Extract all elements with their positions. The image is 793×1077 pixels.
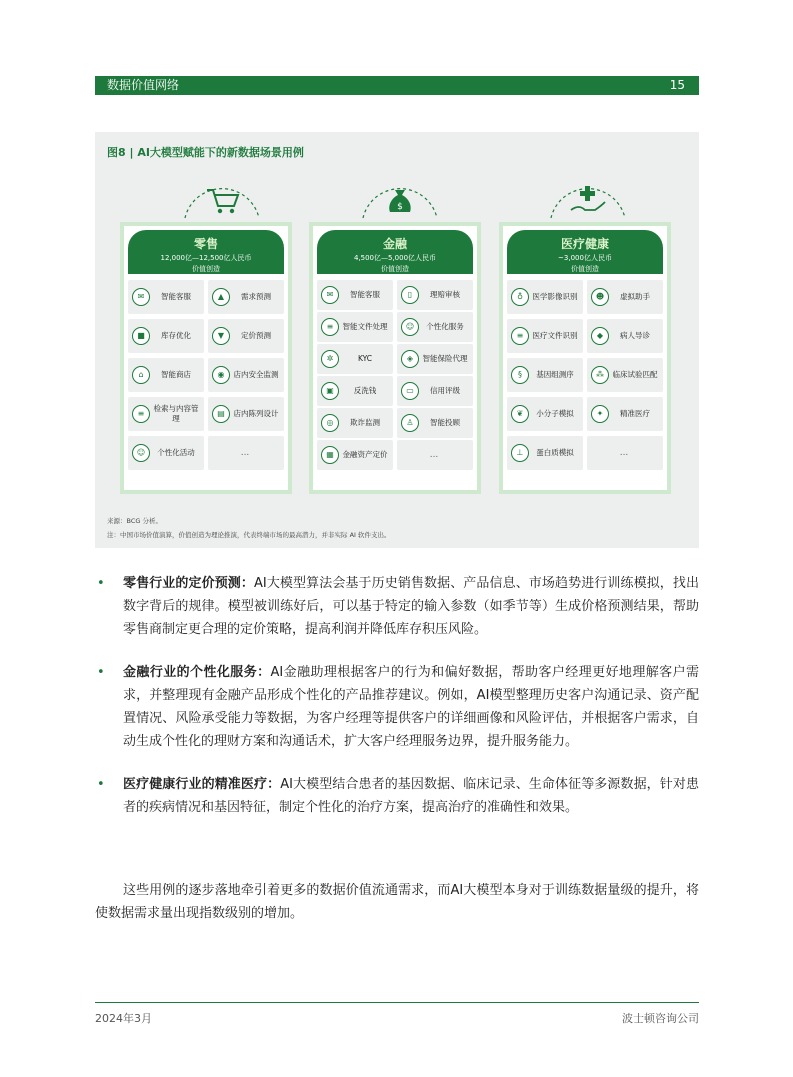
credit-card-icon: ▭ bbox=[401, 382, 419, 400]
bullet-lead: 医疗健康行业的精准医疗： bbox=[123, 777, 281, 792]
footer-date: 2024年3月 bbox=[95, 1012, 152, 1025]
bullet-item bbox=[95, 773, 699, 819]
tile-label: 反洗钱 bbox=[353, 386, 377, 395]
figure-panel bbox=[95, 132, 699, 548]
tile-label: 库存优化 bbox=[161, 331, 191, 340]
document-icon: ≡ bbox=[321, 318, 339, 336]
tile bbox=[587, 436, 663, 470]
card-finance-tiles bbox=[317, 280, 473, 470]
chat-icon: ✉ bbox=[321, 286, 339, 304]
tile-label: 虚拟助手 bbox=[620, 292, 650, 301]
tile bbox=[208, 436, 284, 470]
price-icon: ▼ bbox=[212, 327, 230, 345]
bullet-text: AI大模型算法会基于历史销售数据、产品信息、市场趋势进行训练模拟，找出数字背后的规律。模型被训练好后，可以基于特定的输入参数（如季节等）生成价格预测结果，帮助零售商制定更合理的定价策略，提高利润并降低库存积压风险。 bbox=[123, 576, 699, 637]
tile bbox=[397, 408, 473, 438]
tile bbox=[128, 319, 204, 353]
tile-label: 个性化活动 bbox=[157, 448, 195, 457]
tile bbox=[507, 280, 583, 314]
tile-label: 信用评级 bbox=[430, 386, 460, 395]
shield-icon: ◈ bbox=[401, 350, 419, 368]
tile bbox=[507, 397, 583, 431]
document-icon: ≡ bbox=[511, 327, 529, 345]
tile bbox=[397, 312, 473, 342]
chart-icon: ▲ bbox=[212, 288, 230, 306]
people-icon: ☺ bbox=[132, 444, 150, 462]
card-finance bbox=[309, 222, 481, 494]
tile bbox=[128, 280, 204, 314]
card-value: 4,500亿—5,000亿人民币 bbox=[353, 254, 437, 262]
card-retail bbox=[120, 222, 292, 494]
figure-note: 注：中国市场价值演算，价值创造为理论推演，代表终端市场的最高潜力，并非实际 AI 软件支出。 bbox=[107, 531, 391, 539]
tile-label: 临床试验匹配 bbox=[612, 370, 658, 379]
tile bbox=[397, 280, 473, 310]
card-value-sub: 价值创造 bbox=[571, 265, 599, 273]
brain-icon: ❦ bbox=[511, 405, 529, 423]
tile-label: ... bbox=[429, 450, 439, 460]
tile bbox=[128, 436, 204, 470]
tile-label: 个性化服务 bbox=[426, 322, 464, 331]
tile-label: 定价预测 bbox=[241, 331, 271, 340]
figure-source: 来源：BCG 分析。 bbox=[107, 517, 162, 525]
bullet-list bbox=[95, 572, 699, 839]
shopping-cart-icon bbox=[177, 178, 267, 220]
svg-text:$: $ bbox=[397, 202, 403, 212]
cash-icon: ▦ bbox=[321, 446, 339, 464]
tile bbox=[208, 280, 284, 314]
lightbulb-icon: ✦ bbox=[591, 405, 609, 423]
head-icon: ☻ bbox=[591, 288, 609, 306]
clipboard-icon: ▯ bbox=[401, 286, 419, 304]
tile-label: 店内陈列设计 bbox=[233, 409, 279, 418]
bullet-dot-icon: • bbox=[97, 777, 105, 792]
box-icon: ■ bbox=[132, 327, 150, 345]
card-healthcare-header bbox=[507, 230, 663, 274]
card-name: 医疗健康 bbox=[560, 237, 609, 251]
tile-label: 理赔审核 bbox=[430, 290, 460, 299]
tile bbox=[128, 358, 204, 392]
footer-org: 波士顿咨询公司 bbox=[622, 1012, 699, 1025]
tile-label: 智能文件处理 bbox=[342, 322, 388, 331]
store-icon: ⌂ bbox=[132, 366, 150, 384]
tile bbox=[317, 312, 393, 342]
tile-label: 店内安全监测 bbox=[233, 370, 279, 379]
tile-label: 医疗文件识别 bbox=[532, 331, 578, 340]
tile-label: 欺诈监测 bbox=[350, 418, 380, 427]
wallet-icon: ▣ bbox=[321, 382, 339, 400]
bullet-dot-icon: • bbox=[97, 665, 105, 680]
shelf-icon: ▤ bbox=[212, 405, 230, 423]
camera-icon: ◉ bbox=[212, 366, 230, 384]
tile bbox=[397, 376, 473, 406]
tile-label: ... bbox=[619, 448, 629, 458]
tile-label: 智能保险代理 bbox=[422, 354, 468, 363]
tile-label: 病人导诊 bbox=[620, 331, 650, 340]
search-icon: ◎ bbox=[321, 414, 339, 432]
tile bbox=[317, 408, 393, 438]
health-care-icon bbox=[543, 178, 633, 220]
card-finance-header bbox=[317, 230, 473, 274]
tile bbox=[507, 319, 583, 353]
tile-label: 小分子模拟 bbox=[536, 409, 574, 418]
document-icon: ≡ bbox=[132, 405, 150, 423]
lungs-icon: ♁ bbox=[511, 288, 529, 306]
card-value-sub: 价值创造 bbox=[381, 265, 409, 273]
tile-label: 需求预测 bbox=[241, 292, 271, 301]
tile bbox=[507, 358, 583, 392]
bullet-lead: 零售行业的定价预测： bbox=[123, 576, 254, 591]
tile bbox=[587, 319, 663, 353]
money-bag-icon bbox=[355, 178, 445, 220]
bullet-lead: 金融行业的个性化服务： bbox=[123, 665, 271, 680]
tile bbox=[587, 397, 663, 431]
tile bbox=[507, 436, 583, 470]
header-title: 数据价值网络 bbox=[107, 78, 180, 92]
card-value: ~3,000亿人民币 bbox=[558, 254, 612, 262]
card-value: 12,000亿—12,500亿人民币 bbox=[160, 254, 252, 262]
tile bbox=[587, 358, 663, 392]
card-healthcare bbox=[499, 222, 671, 494]
tile bbox=[397, 344, 473, 374]
tile bbox=[208, 358, 284, 392]
tile-label: 智能客服 bbox=[161, 292, 191, 301]
tile-label: 蛋白质模拟 bbox=[536, 448, 574, 457]
card-healthcare-tiles bbox=[507, 280, 663, 470]
badge-icon: ◆ bbox=[591, 327, 609, 345]
card-name: 零售 bbox=[193, 237, 218, 251]
group-icon: ☺ bbox=[401, 318, 419, 336]
chat-icon: ✉ bbox=[132, 288, 150, 306]
test-tube-icon: ⊥ bbox=[511, 444, 529, 462]
tile bbox=[208, 319, 284, 353]
page-number: 15 bbox=[669, 78, 685, 92]
page-header bbox=[95, 76, 699, 95]
bullet-item bbox=[95, 572, 699, 641]
tile-label: 智能投顾 bbox=[430, 418, 460, 427]
molecule-icon: ⁂ bbox=[591, 366, 609, 384]
tile-label: 检索与内容管理 bbox=[153, 404, 199, 423]
tile bbox=[317, 280, 393, 310]
tile-label: 金融资产定价 bbox=[342, 450, 388, 459]
card-value-sub: 价值创造 bbox=[192, 265, 220, 273]
tile bbox=[317, 440, 393, 470]
tile-label: 智能商店 bbox=[161, 370, 191, 379]
tile bbox=[128, 397, 204, 431]
tile bbox=[317, 376, 393, 406]
tile bbox=[587, 280, 663, 314]
card-retail-header bbox=[128, 230, 284, 274]
closing-paragraph: 这些用例的逐步落地牵引着更多的数据价值流通需求，而AI大模型本身对于训练数据量级的提升，将使数据需求量出现指数级别的增加。 bbox=[95, 883, 699, 921]
card-retail-tiles bbox=[128, 280, 284, 470]
tile bbox=[317, 344, 393, 374]
gear-icon: ✲ bbox=[321, 350, 339, 368]
tile-label: ... bbox=[240, 448, 250, 458]
tile-label: 医学影像识别 bbox=[532, 292, 578, 301]
figure-title: 图8 | AI大模型赋能下的新数据场景用例 bbox=[107, 146, 304, 159]
bullet-text: AI大模型结合患者的基因数据、临床记录、生命体征等多源数据，针对患者的疾病情况和基因特征，制定个性化的治疗方案，提高治疗的准确性和效果。 bbox=[123, 777, 699, 815]
tile-label: 精准医疗 bbox=[620, 409, 650, 418]
bullet-item bbox=[95, 661, 699, 753]
tile-label: KYC bbox=[357, 354, 373, 363]
tile bbox=[208, 397, 284, 431]
bullet-dot-icon: • bbox=[97, 576, 105, 591]
footer-divider bbox=[95, 1002, 699, 1003]
dna-icon: § bbox=[511, 366, 529, 384]
tile-label: 基因组测序 bbox=[536, 370, 574, 379]
card-name: 金融 bbox=[382, 237, 407, 251]
advisor-icon: ♙ bbox=[401, 414, 419, 432]
bullet-text: AI金融助理根据客户的行为和偏好数据，帮助客户经理更好地理解客户需求，并整理现有金融产品形成个性化的产品推荐建议。例如，AI模型整理历史客户沟通记录、资产配置情况、风险承受能力等数据，为客户经理等提供客户的详细画像和风险评估，并根据客户需求，自动生成个性化的理财方案和沟通话术，扩大客户经理服务边界，提升服务能力。 bbox=[123, 665, 699, 749]
tile-label: 智能客服 bbox=[350, 290, 380, 299]
tile bbox=[397, 440, 473, 470]
